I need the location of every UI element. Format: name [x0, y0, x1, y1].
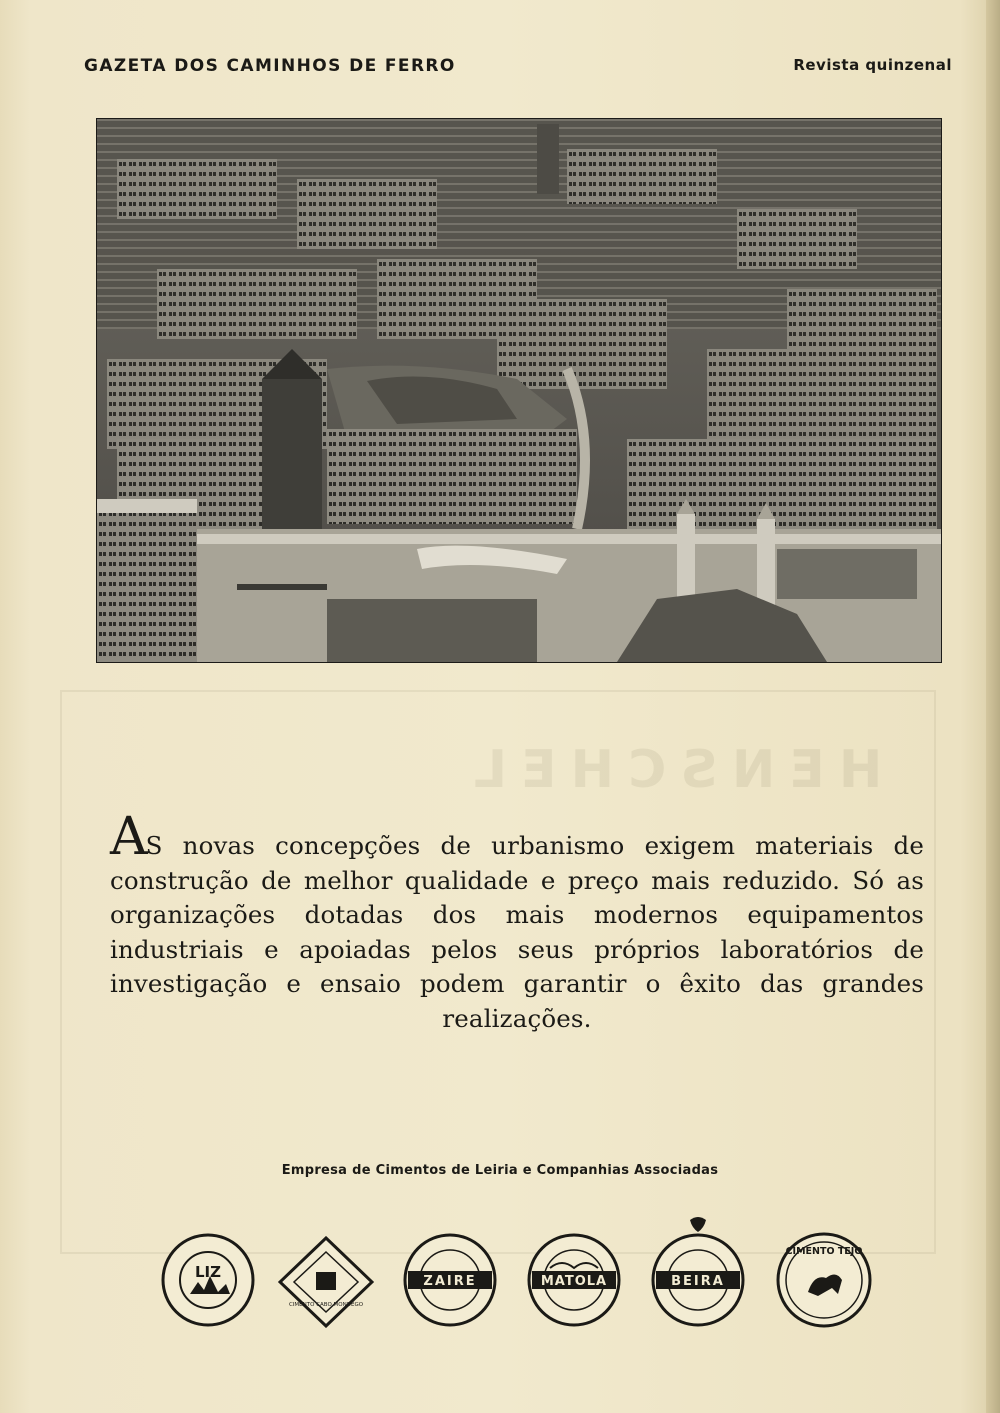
aerial-city-photo-icon — [97, 119, 941, 662]
cimento-tejo-seal-icon — [774, 1230, 874, 1330]
matola-logo — [526, 1232, 622, 1328]
matola-label: MATOLA — [540, 1274, 608, 1289]
cabo-mondego-diamond-icon — [278, 1236, 374, 1328]
cabo-mondego-logo — [278, 1236, 374, 1328]
logo-row — [160, 1232, 876, 1342]
drop-cap: A — [110, 807, 146, 867]
cimento-tejo-logo — [774, 1230, 874, 1330]
journal-title: GAZETA DOS CAMINHOS DE FERRO — [84, 56, 456, 76]
page-edge — [986, 0, 1000, 1413]
zaire-seal-icon — [402, 1232, 498, 1328]
journal-frequency: Revista quinzenal — [793, 56, 952, 74]
beira-label: BEIRA — [671, 1274, 725, 1289]
ad-body-rest: S novas concepções de urbanismo exigem materiais de construção de melhor qualidade e preço mais reduzido. Só as organizações dotadas dos mais modernos equipamentos industriais e apoiadas pelos seus próprios laboratórios de investigação e ensaio podem garantir o êxito das grandes realizações. — [110, 831, 924, 1033]
matola-seal-icon — [526, 1232, 622, 1328]
ad-body-text — [110, 807, 924, 1036]
zaire-logo — [402, 1232, 498, 1328]
liz-logo — [160, 1232, 256, 1328]
beira-logo — [650, 1216, 746, 1328]
zaire-label: ZAIRE — [423, 1274, 477, 1289]
company-name: Empresa de Cimentos de Leiria e Companhias Associadas — [281, 1163, 719, 1178]
liz-label: LIZ — [194, 1263, 222, 1281]
page-header — [84, 56, 952, 80]
beira-seal-icon — [650, 1216, 746, 1328]
aerial-city-photo — [96, 118, 942, 663]
bleed-through-text: HENSCHEL — [460, 740, 883, 800]
cabo-mondego-label: CIMENTO CABO MONDEGO — [288, 1302, 364, 1308]
liz-seal-icon — [160, 1232, 256, 1328]
cimento-tejo-label: CIMENTO TEJO — [785, 1246, 863, 1257]
